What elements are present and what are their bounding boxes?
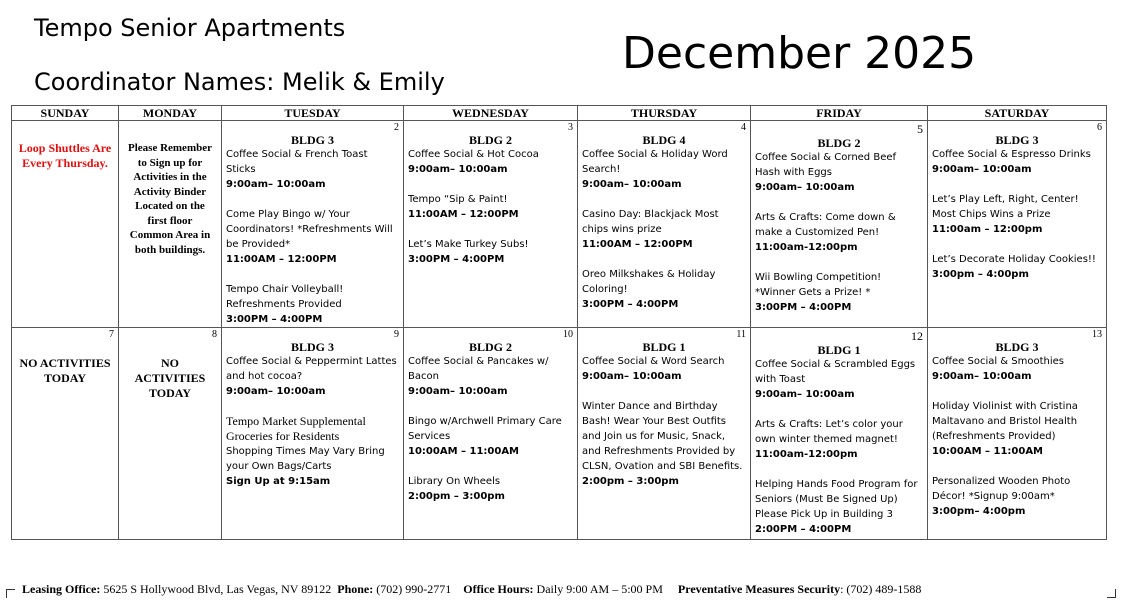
day-cell-dec-8 [119,328,222,540]
day-number: 2 [394,122,399,133]
event-title: Coffee Social & French Toast Sticks [226,149,368,175]
event-title: Wii Bowling Competition! *Winner Gets a Prize! * [755,272,882,298]
event [226,147,399,192]
day-number: 9 [394,329,399,340]
event-time: 11:00AM – 12:00PM [226,254,337,265]
event-time: Sign Up at 9:15am [226,476,331,487]
event-time: 9:00am– 10:00am [226,386,326,397]
day-cell-dec-2 [222,121,404,328]
event [408,414,573,459]
event-title: Holiday Violinist with Cristina Maltavano and Bristol Health (Refreshments Provided) [932,401,1078,442]
event [408,237,573,267]
footer-contact-info [22,582,921,597]
crop-mark [6,589,15,598]
event [408,147,573,177]
day-cell-dec-3 [404,121,578,328]
event [932,192,1102,237]
building-label: BLDG 2 [817,136,861,150]
event-time: 11:00AM – 12:00PM [408,209,519,220]
event-title: Personalized Wooden Photo Décor! *Signup 9:00am* [932,476,1071,502]
event-time: 9:00am– 10:00am [408,386,508,397]
signup-reminder: Please Remember to Sign up for Activities in the Activity Binder Located on the first floor Common Area in both buildings. [128,142,212,256]
event-title: Let’s Decorate Holiday Cookies!! [932,254,1096,265]
building-label: BLDG 2 [468,133,512,147]
day-number: 13 [1092,329,1102,340]
event [582,147,746,192]
day-number: 4 [741,122,746,133]
day-number: 6 [1097,122,1102,133]
building-label: BLDG 3 [995,340,1039,354]
day-cell-monday [119,121,222,328]
day-cell-dec-4 [578,121,751,328]
event-time: 3:00pm – 4:00pm [932,269,1029,280]
day-number: 11 [736,329,746,340]
leasing-label: Leasing Office: [22,582,101,596]
day-number: 8 [212,329,217,340]
event-title: Oreo Milkshakes & Holiday Coloring! [582,269,716,295]
event [932,354,1102,384]
event [226,354,399,399]
no-activities-note: NO ACTIVITIES TODAY [19,356,111,385]
event [932,399,1102,459]
day-number: 5 [917,122,923,136]
shuttle-note: Loop Shuttles Are Every Thursday. [18,141,112,170]
event [755,477,923,537]
event-title: Coffee Social & Scrambled Eggs with Toast [755,359,916,385]
event [226,414,399,489]
event-title: Library On Wheels [408,476,501,487]
event-time: 3:00pm– 4:00pm [932,506,1026,517]
event-time: 11:00AM – 12:00PM [582,239,693,250]
event [755,150,923,195]
month-title: December 2025 [622,28,977,79]
event-time: 3:00PM – 4:00PM [226,314,323,325]
event-title: Coffee Social & Hot Cocoa [408,149,539,160]
event-time: 2:00PM – 4:00PM [755,524,852,535]
day-cell-dec-13 [928,328,1107,540]
event [755,210,923,255]
weekday-header: SUNDAY [12,106,119,121]
hours-label: Office Hours: [463,582,534,596]
event [226,207,399,267]
event-title: Arts & Crafts: Let’s color your own winter themed magnet! [755,419,903,445]
week-row [12,121,1107,328]
event [408,474,573,504]
day-cell-dec-12 [751,328,928,540]
event-title: Let’s Play Left, Right, Center! Most Chips Wins a Prize [932,194,1079,220]
event-time: 10:00AM – 11:00AM [408,446,520,457]
event-title: Coffee Social & Corned Beef Hash with Eggs [755,152,897,178]
event-time: 9:00am– 10:00am [932,164,1032,175]
event [582,399,746,489]
event-time: 9:00am– 10:00am [582,179,682,190]
event-time: 9:00am– 10:00am [408,164,508,175]
event-detail: Shopping Times May Vary Bring your Own Bags/Carts [226,446,385,472]
building-label: BLDG 1 [817,343,861,357]
day-cell-dec-5 [751,121,928,328]
leasing-address: 5625 S Hollywood Blvd, Las Vegas, NV 89122 [103,582,332,596]
coordinator-names: Coordinator Names: Melik & Emily [34,68,445,96]
event-title: Coffee Social & Espresso Drinks [932,149,1091,160]
day-cell-sunday [12,121,119,328]
event [932,147,1102,177]
office-hours: Daily 9:00 AM – 5:00 PM [536,582,663,596]
event-time: 11:00am-12:00pm [755,449,858,460]
event-time: 11:00am-12:00pm [755,242,858,253]
event [582,267,746,312]
event-title: Come Play Bingo w/ Your Coordinators! *Refreshments Will be Provided* [226,209,393,250]
event-time: 2:00pm – 3:00pm [408,491,505,502]
day-cell-dec-6 [928,121,1107,328]
event-time: 9:00am– 10:00am [755,182,855,193]
day-cell-dec-10 [404,328,578,540]
event [755,270,923,315]
event [755,417,923,462]
crop-mark [1107,589,1116,598]
event-title: Tempo Market Supplemental Groceries for Residents [226,414,366,443]
event-title: Coffee Social & Peppermint Lattes and hot cocoa? [226,356,397,382]
event [408,192,573,222]
phone-number: (702) 990-2771 [376,582,452,596]
building-label: BLDG 4 [642,133,686,147]
no-activities-note: NO ACTIVITIES TODAY [134,356,206,400]
event [932,474,1102,519]
event [932,252,1102,282]
event [582,354,746,384]
property-name: Tempo Senior Apartments [34,14,346,42]
event-title: Winter Dance and Birthday Bash! Wear Your Best Outfits and Join us for Music, Snack, and Refreshments Provided by CLSN, Ovation and SBI Benefits. [582,401,743,472]
weekday-header: THURSDAY [578,106,751,121]
event-title: Tempo “Sip & Paint! [408,194,508,205]
day-number: 12 [911,329,923,343]
event-title: Let’s Make Turkey Subs! [408,239,529,250]
event-time: 11:00am – 12:00pm [932,224,1043,235]
building-label: BLDG 2 [468,340,512,354]
event-time: 3:00PM – 4:00PM [582,299,679,310]
event-time: 10:00AM – 11:00AM [932,446,1044,457]
event [408,354,573,399]
event-title: Bingo w/Archwell Primary Care Services [408,416,562,442]
event-title: Coffee Social & Pancakes w/ Bacon [408,356,549,382]
phone-label: Phone: [337,582,374,596]
day-number: 3 [568,122,573,133]
building-label: BLDG 1 [642,340,686,354]
day-number: 7 [109,329,114,340]
event [226,282,399,327]
weekday-header: SATURDAY [928,106,1107,121]
week-row [12,328,1107,540]
event-time: 3:00PM – 4:00PM [408,254,505,265]
day-number: 10 [563,329,573,340]
security-label: Preventative Measures Security [677,582,841,596]
event-title: Helping Hands Food Program for Seniors (Must Be Signed Up) Please Pick Up in Building 3 [755,479,918,520]
event-title: Coffee Social & Word Search [582,356,725,367]
event-time: 9:00am– 10:00am [582,371,682,382]
building-label: BLDG 3 [290,340,334,354]
event-time: 9:00am– 10:00am [226,179,326,190]
event [582,207,746,252]
event-title: Casino Day: Blackjack Most chips wins prize [582,209,719,235]
event-time: 2:00pm – 3:00pm [582,476,679,487]
event-title: Tempo Chair Volleyball! Refreshments Provided [226,284,344,310]
event-title: Arts & Crafts: Come down & make a Customized Pen! [755,212,896,238]
day-cell-dec-7 [12,328,119,540]
weekday-header: WEDNESDAY [404,106,578,121]
event-time: 9:00am– 10:00am [755,389,855,400]
event-time: 3:00PM – 4:00PM [755,302,852,313]
event [755,357,923,402]
event-time: 9:00am– 10:00am [932,371,1032,382]
building-label: BLDG 3 [290,133,334,147]
security-phone: : (702) 489-1588 [840,582,922,596]
event-title: Coffee Social & Smoothies [932,356,1065,367]
weekday-header: TUESDAY [222,106,404,121]
event-title: Coffee Social & Holiday Word Search! [582,149,728,175]
calendar-grid [11,105,1107,540]
weekday-header: FRIDAY [751,106,928,121]
day-cell-dec-11 [578,328,751,540]
weekday-header-row [12,106,1107,121]
building-label: BLDG 3 [995,133,1039,147]
weekday-header: MONDAY [119,106,222,121]
day-cell-dec-9 [222,328,404,540]
